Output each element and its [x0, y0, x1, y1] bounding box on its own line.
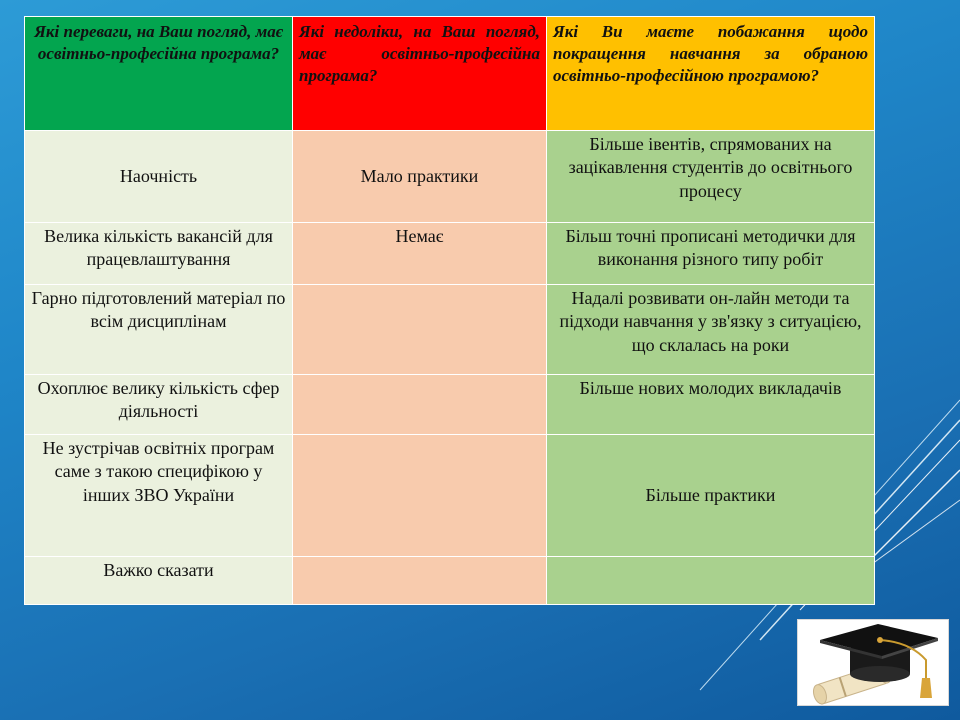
disadvantage-cell — [293, 557, 547, 605]
header-disadvantages: Які недоліки, на Ваш погляд, має освітньо-професійна програма? — [293, 17, 547, 131]
disadvantage-cell: Немає — [293, 223, 547, 285]
advantage-cell: Важко сказати — [25, 557, 293, 605]
disadvantage-cell — [293, 285, 547, 375]
table-row — [25, 131, 875, 223]
table-row — [25, 435, 875, 557]
wish-cell: Більш точні прописані методички для виконання різного типу робіт — [547, 223, 875, 285]
disadvantage-cell: Мало практики — [293, 131, 547, 223]
header-advantages: Які переваги, на Ваш погляд, має освітньо-професійна програма? — [25, 17, 293, 131]
wish-cell: Більше івентів, спрямованих на зацікавлення студентів до освітнього процесу — [547, 131, 875, 223]
graduation-cap-diploma-icon — [797, 619, 949, 706]
table-header-row — [25, 17, 875, 131]
advantage-cell: Не зустрічав освітніх програм саме з такою специфікою у інших ЗВО України — [25, 435, 293, 557]
table-row — [25, 557, 875, 605]
disadvantage-cell — [293, 375, 547, 435]
advantage-cell: Наочність — [25, 131, 293, 223]
table-row — [25, 223, 875, 285]
advantage-cell: Охоплює велику кількість сфер діяльності — [25, 375, 293, 435]
header-wishes: Які Ви маєте побажання щодо покращення навчання за обраною освітньо-професійною програмою? — [547, 17, 875, 131]
table-row — [25, 285, 875, 375]
advantage-cell: Гарно підготовлений матеріал по всім дисциплінам — [25, 285, 293, 375]
table-row — [25, 375, 875, 435]
wish-cell — [547, 557, 875, 605]
wish-cell: Більше практики — [547, 435, 875, 557]
disadvantage-cell — [293, 435, 547, 557]
wish-cell: Більше нових молодих викладачів — [547, 375, 875, 435]
advantage-cell: Велика кількість вакансій для працевлаштування — [25, 223, 293, 285]
wish-cell: Надалі розвивати он-лайн методи та підходи навчання у зв'язку з ситуацією, що склалась на роки — [547, 285, 875, 375]
survey-table — [24, 16, 875, 605]
